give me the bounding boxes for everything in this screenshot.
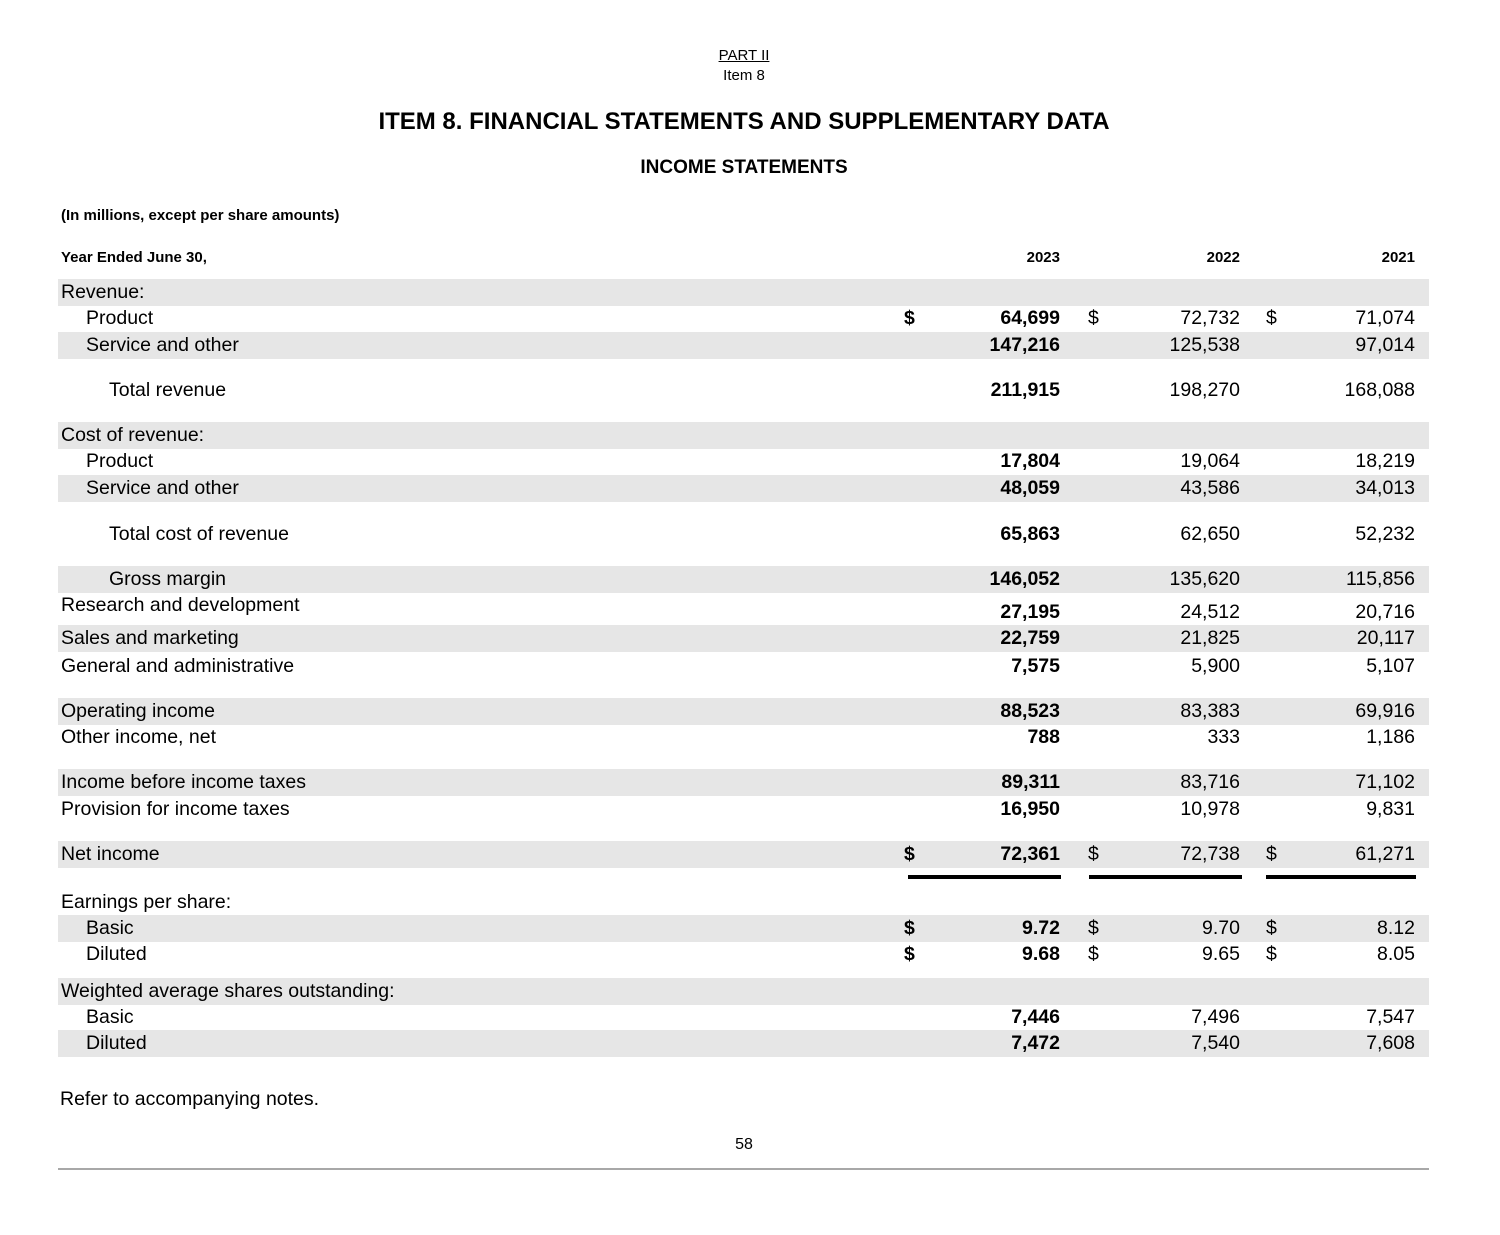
value-2022: 83,716 <box>1180 771 1240 793</box>
value-2023: 7,472 <box>1011 1032 1060 1054</box>
row-research-values <box>58 599 1429 626</box>
value-2022: 72,732 <box>1180 307 1240 329</box>
value-2021: 8.05 <box>1377 943 1415 965</box>
column-header-2021: 2021 <box>1381 249 1415 266</box>
row-label: Net income <box>61 843 160 865</box>
value-2021: 71,102 <box>1355 771 1415 793</box>
row-label: Basic <box>86 1006 134 1028</box>
currency-symbol: $ <box>1266 917 1277 939</box>
value-2022: 9.70 <box>1202 917 1240 939</box>
value-2022: 125,538 <box>1169 334 1240 356</box>
currency-symbol: $ <box>1266 307 1277 329</box>
double-underline-2023 <box>908 875 1061 879</box>
row-general-admin <box>58 653 1429 680</box>
row-label: Service and other <box>86 334 239 356</box>
row-gross-margin <box>58 566 1429 593</box>
value-2021: 9,831 <box>1366 798 1415 820</box>
column-header-2022: 2022 <box>1206 249 1240 266</box>
value-2022: 21,825 <box>1180 627 1240 649</box>
eps-section-header <box>58 889 1429 916</box>
row-label: Total revenue <box>109 379 227 401</box>
value-2022: 10,978 <box>1180 798 1240 820</box>
value-2023: 88,523 <box>1000 700 1060 722</box>
value-2023: 9.72 <box>1022 917 1060 939</box>
units-note: (In millions, except per share amounts) <box>61 207 340 224</box>
value-2021: 20,716 <box>1355 601 1415 623</box>
value-2022: 9.65 <box>1202 943 1240 965</box>
double-underline-2021 <box>1266 875 1416 879</box>
row-label: Earnings per share: <box>61 891 232 913</box>
row-other-income <box>58 724 1429 751</box>
row-label: Product <box>86 450 154 472</box>
value-2023: 27,195 <box>1000 601 1060 623</box>
row-net-income <box>58 841 1429 868</box>
row-operating-income <box>58 698 1429 725</box>
row-label: Revenue: <box>61 281 145 303</box>
row-income-before-tax <box>58 769 1429 796</box>
row-label: Cost of revenue: <box>61 424 205 446</box>
value-2022: 7,496 <box>1191 1006 1240 1028</box>
value-2022: 72,738 <box>1180 843 1240 865</box>
value-2021: 168,088 <box>1344 379 1415 401</box>
value-2022: 7,540 <box>1191 1032 1240 1054</box>
currency-symbol: $ <box>904 917 915 939</box>
row-label: Research and development <box>61 594 300 616</box>
row-eps-basic <box>58 915 1429 942</box>
value-2023: 788 <box>1027 726 1060 748</box>
period-label: Year Ended June 30, <box>61 249 207 266</box>
footnote: Refer to accompanying notes. <box>60 1088 320 1110</box>
row-label: Gross margin <box>109 568 227 590</box>
row-revenue-service <box>58 332 1429 359</box>
value-2021: 7,608 <box>1366 1032 1415 1054</box>
value-2023: 64,699 <box>1000 307 1060 329</box>
row-total-cost <box>58 521 1429 548</box>
row-label: Basic <box>86 917 134 939</box>
shares-section-header <box>58 978 1429 1005</box>
value-2023: 22,759 <box>1000 627 1060 649</box>
value-2023: 146,052 <box>989 568 1060 590</box>
row-revenue-product <box>58 305 1429 332</box>
value-2022: 62,650 <box>1180 523 1240 545</box>
row-label: Operating income <box>61 700 215 722</box>
row-shares-diluted <box>58 1030 1429 1057</box>
row-label: Diluted <box>86 1032 147 1054</box>
value-2021: 69,916 <box>1355 700 1415 722</box>
currency-symbol: $ <box>904 307 915 329</box>
row-label: Sales and marketing <box>61 627 239 649</box>
row-label: Other income, net <box>61 726 216 748</box>
value-2022: 5,900 <box>1191 655 1240 677</box>
value-2021: 8.12 <box>1377 917 1415 939</box>
currency-symbol: $ <box>1266 943 1277 965</box>
row-label: General and administrative <box>61 655 295 677</box>
value-2021: 1,186 <box>1366 726 1415 748</box>
revenue-section-header <box>58 279 1429 306</box>
value-2021: 7,547 <box>1366 1006 1415 1028</box>
row-label: Weighted average shares outstanding: <box>61 980 395 1002</box>
row-label: Total cost of revenue <box>109 523 289 545</box>
value-2023: 65,863 <box>1000 523 1060 545</box>
value-2023: 9.68 <box>1022 943 1060 965</box>
value-2022: 135,620 <box>1169 568 1240 590</box>
row-cost-product <box>58 448 1429 475</box>
double-underline-2022 <box>1089 875 1242 879</box>
row-total-revenue <box>58 377 1429 404</box>
row-sales-marketing <box>58 625 1429 652</box>
cost-section-header <box>58 422 1429 449</box>
row-label: Diluted <box>86 943 147 965</box>
row-shares-basic <box>58 1004 1429 1031</box>
value-2022: 19,064 <box>1180 450 1240 472</box>
currency-symbol: $ <box>904 843 915 865</box>
value-2022: 333 <box>1207 726 1240 748</box>
value-2021: 115,856 <box>1345 568 1415 590</box>
value-2023: 7,446 <box>1011 1006 1060 1028</box>
value-2022: 24,512 <box>1180 601 1240 623</box>
row-eps-diluted <box>58 941 1429 968</box>
value-2023: 89,311 <box>1001 771 1060 793</box>
currency-symbol: $ <box>904 943 915 965</box>
value-2023: 211,915 <box>990 379 1060 401</box>
page-number: 58 <box>735 1136 753 1153</box>
row-label: Product <box>86 307 154 329</box>
value-2021: 5,107 <box>1366 655 1415 677</box>
value-2022: 198,270 <box>1169 379 1240 401</box>
row-label: Provision for income taxes <box>61 798 290 820</box>
row-provision-tax <box>58 796 1429 823</box>
part-label: PART II <box>718 47 770 64</box>
value-2023: 17,804 <box>1000 450 1060 472</box>
currency-symbol: $ <box>1088 843 1099 865</box>
currency-symbol: $ <box>1088 943 1099 965</box>
page-title: ITEM 8. FINANCIAL STATEMENTS AND SUPPLEMENTARY DATA <box>378 108 1110 135</box>
value-2021: 34,013 <box>1355 477 1415 499</box>
item-label: Item 8 <box>723 67 765 84</box>
value-2021: 52,232 <box>1355 523 1415 545</box>
value-2022: 83,383 <box>1180 700 1240 722</box>
currency-symbol: $ <box>1088 307 1099 329</box>
statement-title: INCOME STATEMENTS <box>640 157 848 178</box>
value-2023: 7,575 <box>1011 655 1060 677</box>
value-2021: 20,117 <box>1356 627 1415 649</box>
value-2023: 147,216 <box>989 334 1060 356</box>
currency-symbol: $ <box>1088 917 1099 939</box>
row-cost-service <box>58 475 1429 502</box>
value-2021: 71,074 <box>1355 307 1415 329</box>
value-2023: 48,059 <box>1000 477 1060 499</box>
row-label: Service and other <box>86 477 239 499</box>
value-2021: 61,271 <box>1355 843 1415 865</box>
value-2022: 43,586 <box>1180 477 1240 499</box>
currency-symbol: $ <box>1266 843 1277 865</box>
value-2021: 97,014 <box>1355 334 1415 356</box>
footer-divider <box>58 1168 1429 1170</box>
value-2023: 16,950 <box>1000 798 1060 820</box>
value-2023: 72,361 <box>1000 843 1060 865</box>
value-2021: 18,219 <box>1355 450 1415 472</box>
column-header-2023: 2023 <box>1026 249 1060 266</box>
row-label: Income before income taxes <box>61 771 306 793</box>
